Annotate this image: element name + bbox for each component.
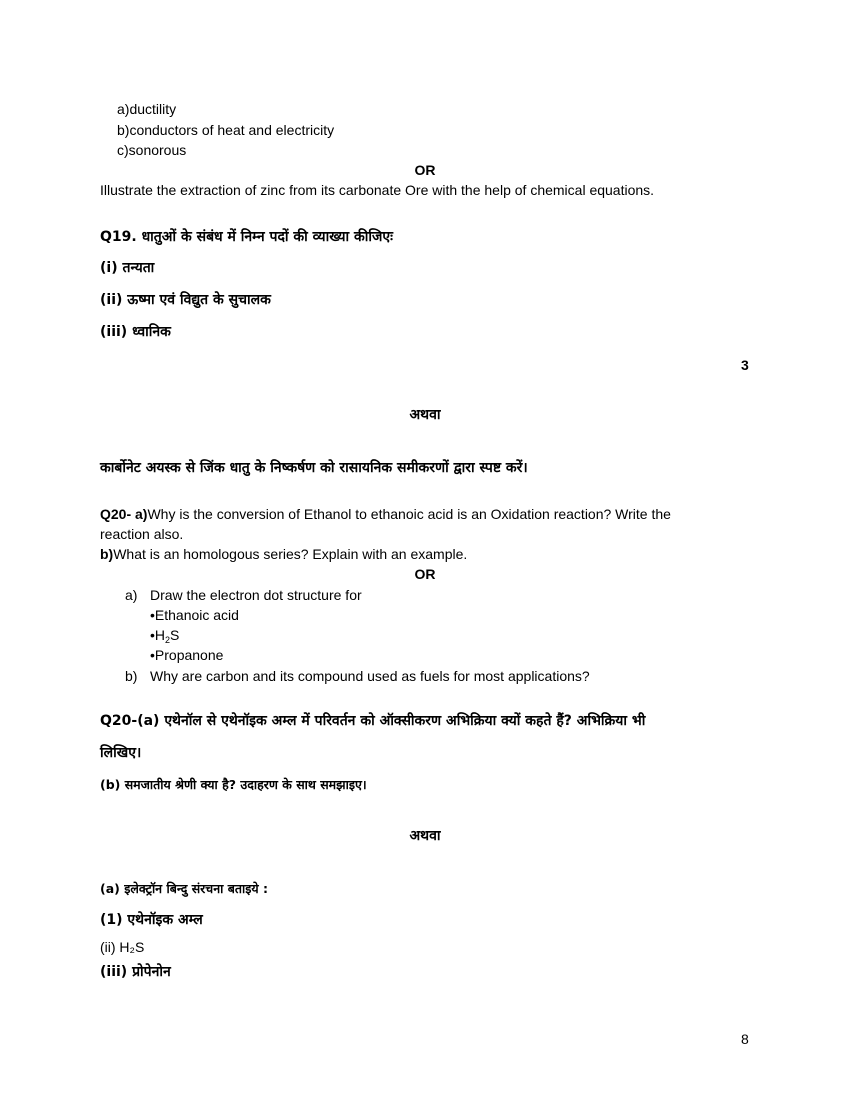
q20-hindi-b-line: (b) समजातीय श्रेणी क्या है? उदाहरण के साथ समझाइए। [100, 777, 367, 792]
option-b: b)conductors of heat and electricity [117, 122, 335, 138]
q20-a-text: Why is the conversion of Ethanol to ethanoic acid is an Oxidation reaction? Write the [147, 506, 671, 522]
q20-a-line-1 [100, 505, 671, 523]
q20-a-line-2: reaction also. [100, 526, 184, 542]
page-number: 8 [741, 1031, 749, 1047]
question-text: Illustrate the extraction of zinc from its carbonate Ore with the help of chemical equations. [100, 182, 655, 198]
q20-hindi-or-a: (a) इलेक्ट्रॉन बिन्दु संरचना बताइये : [100, 881, 268, 896]
q20-hindi-a-line-1: Q20-(a) एथेनॉल से एथेनॉइक अम्ल में परिवर्तन को ऑक्सीकरण अभिक्रिया क्यों कहते हैं? अभिक्रिया भी [100, 713, 646, 729]
q20-hindi-a-line-2: लिखिए। [100, 745, 142, 761]
q20-a-label: a) [135, 506, 148, 522]
bullet-ethanoic-acid: •Ethanoic acid [150, 607, 239, 623]
bullet-h2s [150, 626, 179, 644]
or-separator-hindi: अथवा [409, 407, 441, 423]
bullet-h2s-subscript: 2 [165, 635, 171, 645]
q20-b-text: What is an homologous series? Explain with an example. [113, 546, 468, 562]
or-separator: OR [414, 566, 436, 582]
q19-item-2: (ii) ऊष्मा एवं विद्युत के सुचालक [100, 292, 271, 308]
bullet-h2s-suffix: S [170, 627, 180, 643]
q20-or-b-text: Why are carbon and its compound used as fuels for most applications? [150, 668, 590, 684]
q19-heading: Q19. धातुओं के संबंध में निम्न पदों की व्याख्या कीजिएः [100, 229, 393, 245]
q20-b-label: b) [100, 546, 114, 562]
q19-item-3: (iii) ध्वानिक [100, 324, 171, 340]
bullet-h2s-prefix: •H [150, 627, 166, 643]
bullet-propanone: •Propanone [150, 647, 224, 663]
q19-or-question: कार्बोनेट अयस्क से जिंक धातु के निष्कर्षण को रासायनिक समीकरणों द्वारा स्पष्ट करें। [100, 460, 528, 476]
q20-hindi-item-2: (ii) H₂S [100, 939, 145, 955]
q20-b-line [100, 545, 467, 563]
q20-or-a-text: Draw the electron dot structure for [150, 587, 362, 603]
q20-label: Q20- [100, 506, 132, 522]
q20-hindi-item-3: (iii) प्रोपेनोन [100, 964, 171, 980]
option-a: a)ductility [117, 101, 177, 117]
option-c: c)sonorous [117, 142, 187, 158]
q20-or-a-label: a) [125, 587, 138, 603]
q20-or-b-label: b) [125, 668, 138, 684]
marks-label: 3 [741, 357, 749, 373]
or-separator: OR [414, 162, 436, 178]
q20-hindi-item-1: (1) एथेनॉइक अम्ल [100, 912, 203, 928]
or-separator-hindi: अथवा [409, 828, 441, 844]
q19-item-1: (i) तन्यता [100, 260, 155, 276]
